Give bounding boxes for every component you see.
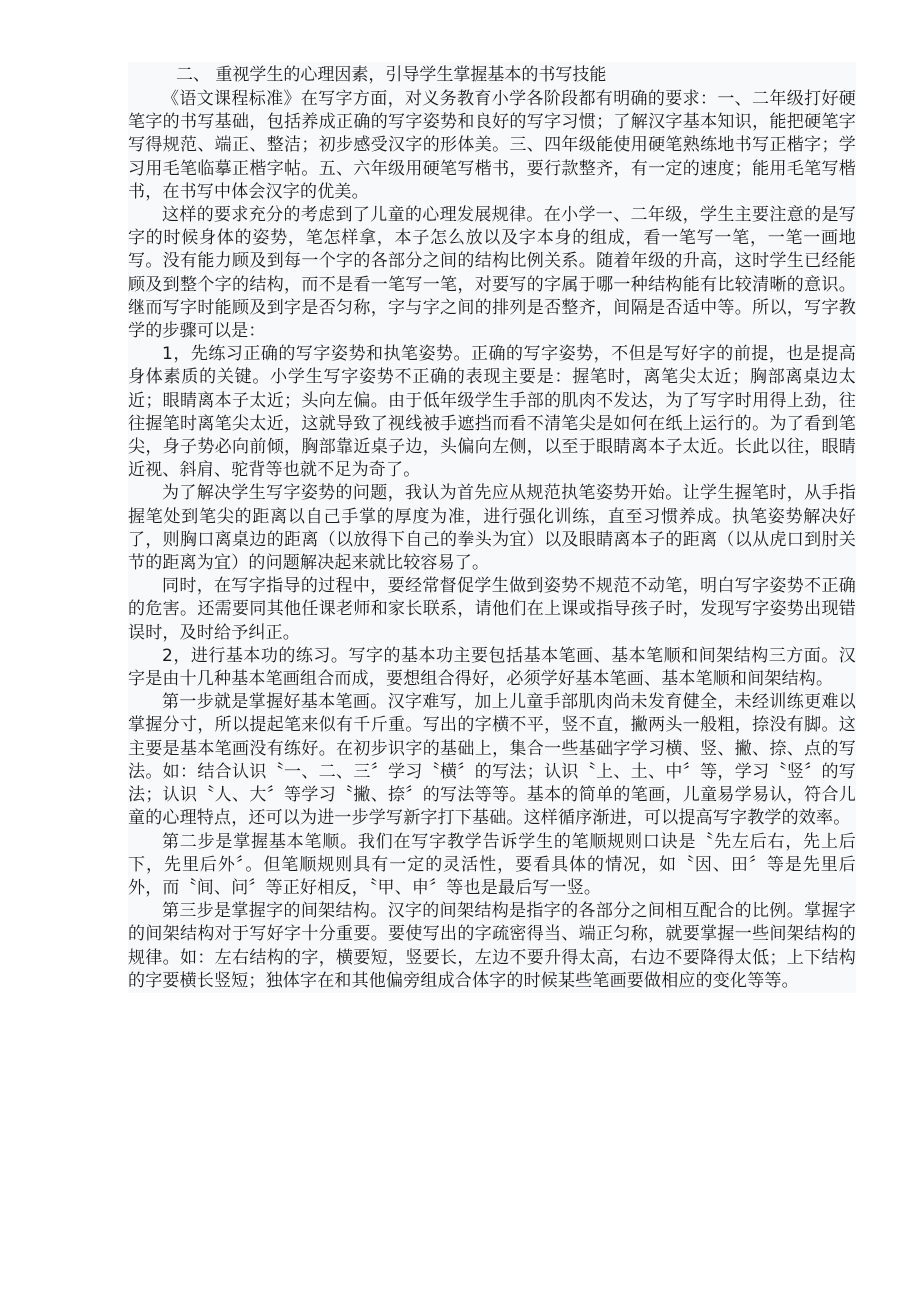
- paragraph-posture: 1，先练习正确的写字姿势和执笔姿势。正确的写字姿势，不但是写好字的前提，也是提高身体素质的关键。小学生写字姿势不正确的表现主要是：握笔时，离笔尖太近；胸部离桌边太近；眼睛离本子太近；头向左偏。由于低年级学生手部的肌肉不发达，为了写字时用得上劲，往往握笔时离笔尖太近，这就导致了视线被手遮挡而看不清笔尖是如何在纸上运行的。为了看到笔尖，身子势必向前倾，胸部靠近桌子边，头偏向左侧，以至于眼睛离本子太近。长此以往，眼睛近视、斜肩、驼背等也就不足为奇了。: [128, 344, 856, 481]
- paragraph-supervision: 同时，在写字指导的过程中，要经常督促学生做到姿势不规范不动笔，明白写字姿势不正确的危害。还需要同其他任课老师和家长联系，请他们在上课或指导孩子时，发现写字姿势出现错误时，及时给予纠正。: [128, 576, 856, 643]
- document-page: [128, 62, 856, 993]
- paragraph-psychology: 这样的要求充分的考虑到了儿童的心理发展规律。在小学一、二年级，学生主要注意的是写字的时候身体的姿势，笔怎样拿，本子怎么放以及字本身的组成，看一笔写一笔，一笔一画地写。没有能力顾及到每一个字的各部分之间的结构比例关系。随着年级的升高，这时学生已经能顾及到整个字的结构，而不是看一笔写一笔，对要写的字属于哪一种结构能有比较清晰的意识。继而写字时能顾及到字是否匀称，字与字之间的排列是否整齐，间隔是否适中等。所以，写字教学的步骤可以是：: [128, 205, 856, 342]
- section-heading: 二、 重视学生的心理因素，引导学生掌握基本的书写技能: [176, 65, 607, 85]
- paragraph-curriculum-standard: 《语文课程标准》在写字方面，对义务教育小学各阶段都有明确的要求：一、二年级打好硬笔字的书写基础，包括养成正确的写字姿势和良好的写字习惯；了解汉字基本知识，能把硬笔字写得规范、端正、整洁；初步感受汉字的形体美。三、四年级能使用硬笔熟练地书写正楷字；学习用毛笔临摹正楷字帖。五、六年级用硬笔写楷书，要行款整齐，有一定的速度；能用毛笔写楷书，在书写中体会汉字的优美。: [128, 89, 856, 202]
- paragraph-basic-strokes: 第一步就是掌握好基本笔画。汉字难写，加上儿童手部肌肉尚未发育健全，未经训练更难以掌握分寸，所以提起笔来似有千斤重。写出的字横不平，竖不直，撇两头一般粗，捺没有脚。这主要是基本笔画没有练好。在初步识字的基础上，集合一些基础字学习横、竖、撇、捺、点的写法。如：结合认识〝一、二、三〞学习〝横〞的写法；认识〝上、土、中〞等，学习〝竖〞的写法；认识〝人、大〞等学习〝撇、捺〞的写法等等。基本的简单的笔画，儿童易学易认，符合儿童的心理特点，还可以为进一步学写新字打下基础。这样循序渐进，可以提高写字教学的效率。: [128, 692, 856, 829]
- paragraph-pen-grip: 为了解决学生写字姿势的问题，我认为首先应从规范执笔姿势开始。让学生握笔时，从手指握笔处到笔尖的距离以自己手掌的厚度为准，进行强化训练，直至习惯养成。执笔姿势解决好了，则胸口离桌边的距离（以放得下自己的拳头为宜）以及眼睛离本子的距离（以从虎口到肘关节的距离为宜）的问题解决起来就比较容易了。: [128, 483, 856, 574]
- paragraph-structure: 第三步是掌握字的间架结构。汉字的间架结构是指字的各部分之间相互配合的比例。掌握字的间架结构对于写好字十分重要。要使写出的字疏密得当、端正匀称，就要掌握一些间架结构的规律。如：左右结构的字，横要短，竖要长，左边不要升得太高，右边不要降得太低；上下结构的字要横长竖短；独体字在和其他偏旁组成合体字的时候某些笔画要做相应的变化等等。: [128, 901, 856, 991]
- paragraph-stroke-order: 第二步是掌握基本笔顺。我们在写字教学告诉学生的笔顺规则口诀是〝先左后右，先上后下，先里后外〞。但笔顺规则具有一定的灵活性，要看具体的情况，如〝因、田〞等是先里后外，而〝间、问〞等正好相反，〝甲、申〞等也是最后写一竖。: [128, 831, 856, 898]
- paragraph-basic-skills: 2，进行基本功的练习。写字的基本功主要包括基本笔画、基本笔顺和间架结构三方面。汉字是由十几种基本笔画组合而成，要想组合得好，必须学好基本笔画、基本笔顺和间架结构。: [128, 645, 856, 690]
